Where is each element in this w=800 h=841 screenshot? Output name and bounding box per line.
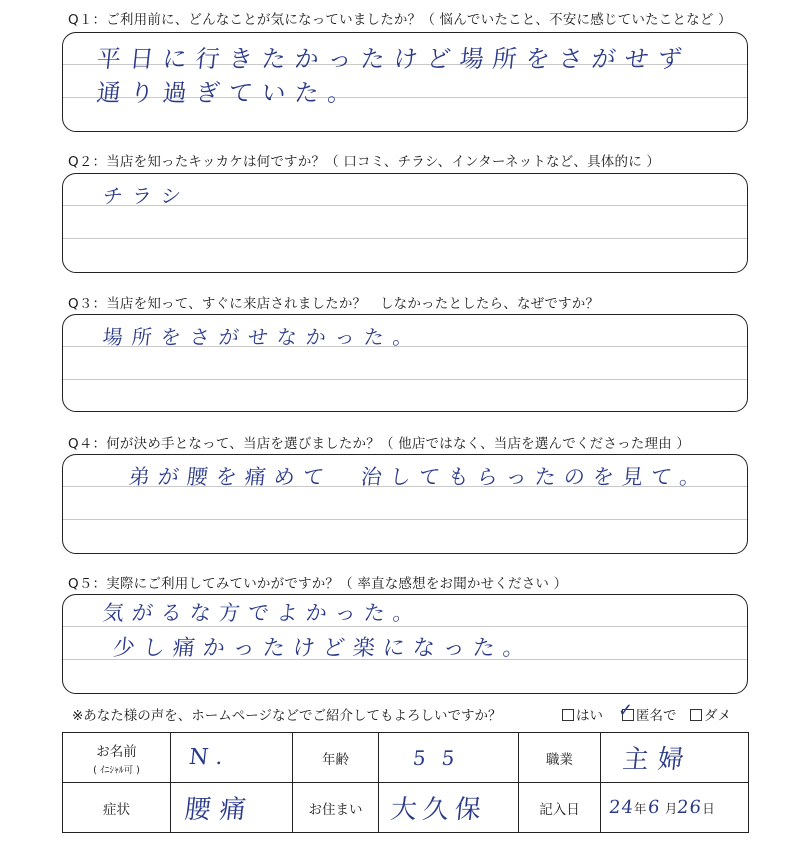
address-value: 大久保 (389, 795, 489, 825)
check-mark-icon: ✓ (618, 700, 634, 721)
age-field[interactable] (379, 733, 519, 783)
age-value: 55 (411, 745, 472, 770)
occupation-value: 主婦 (621, 745, 695, 775)
question-3-label: Q３：当店を知って、すぐに来店されましたか？ しなかったとしたら、なぜですか？ (68, 296, 600, 312)
date-month: 6 (647, 797, 662, 818)
date-label: 記入日 (519, 783, 601, 833)
name-label: お名前 ( ｲﾆｼｬﾙ可 ) (63, 733, 171, 783)
date-day: 26 (676, 797, 704, 818)
answer-1-line-1: 平日に行きたかったけど場所をさがせず (95, 45, 693, 73)
address-label: お住まい (293, 783, 379, 833)
answer-4-line-1: 弟が腰を痛めて 治してもらったのを見て。 (127, 465, 710, 489)
symptom-field[interactable] (171, 783, 293, 833)
answer-1-line-2: 通り過ぎていた。 (95, 79, 363, 107)
answer-box-3[interactable] (62, 314, 748, 412)
respondent-info-table (62, 732, 749, 833)
question-1-label: Q１：ご利用前に、どんなことが気になっていましたか？（ 悩んでいたこと、不安に感じていたことなど ） (68, 12, 732, 28)
name-sublabel: ( ｲﾆｼｬﾙ可 ) (93, 764, 140, 776)
question-5-label: Q５：実際にご利用してみていかがですか？（ 率直な感想をお聞かせください ） (68, 576, 568, 592)
question-2-label: Q２：当店を知ったキッカケは何ですか？（ 口コミ、チラシ、インターネットなど、具体的に ） (68, 154, 661, 170)
symptom-label: 症状 (63, 783, 171, 833)
date-field[interactable] (601, 783, 749, 833)
answer-5-line-2: 少し痛かったけど楽になった。 (111, 636, 535, 661)
date-year: 24 (607, 797, 636, 818)
answer-box-5[interactable] (62, 594, 748, 694)
age-label: 年齢 (293, 733, 379, 783)
address-field[interactable] (379, 783, 519, 833)
checkbox-no[interactable] (690, 709, 702, 721)
day-unit: 日 (702, 801, 715, 816)
occupation-field[interactable] (601, 733, 749, 783)
consent-option-yes[interactable]: はい (562, 704, 603, 724)
consent-option-anonymous[interactable]: 匿名で (622, 704, 677, 724)
symptom-value: 腰痛 (183, 795, 257, 825)
answer-5-line-1: 気がるな方でよかった。 (101, 601, 424, 625)
name-field[interactable] (171, 733, 293, 783)
name-value: N. (187, 745, 234, 770)
answer-box-4[interactable] (62, 454, 748, 554)
checkbox-yes[interactable] (562, 709, 574, 721)
answer-3-line-1: 場所をさがせなかった。 (101, 325, 424, 349)
answer-box-1[interactable] (62, 32, 748, 132)
question-4-label: Q４：何が決め手となって、当店を選びましたか？（ 他店ではなく、当店を選んでくださった理由 ） (68, 436, 691, 452)
consent-question: ※あなた様の声を、ホームページなどでご紹介してもよろしいですか？ (72, 708, 502, 724)
occupation-label: 職業 (519, 733, 601, 783)
answer-box-2[interactable] (62, 173, 748, 273)
consent-option-no[interactable]: ダメ (690, 704, 731, 724)
month-unit: 月 (664, 801, 678, 816)
year-unit: 年 (633, 801, 647, 816)
answer-2-line-1: チラシ (101, 184, 192, 208)
